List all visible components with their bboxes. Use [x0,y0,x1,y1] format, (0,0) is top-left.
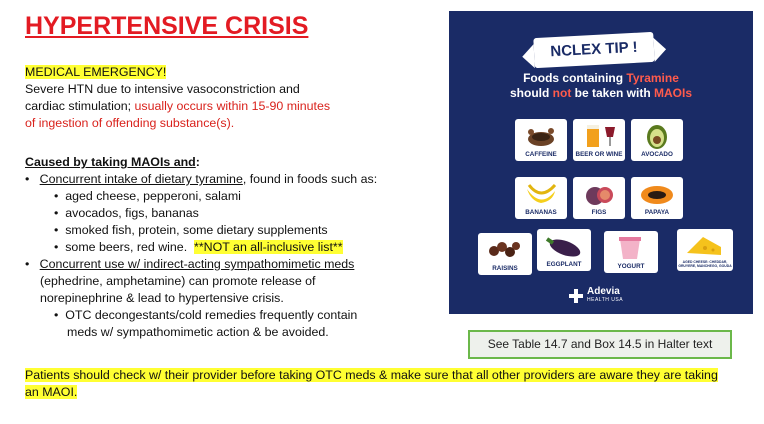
bullet2-line3: norepinephrine & lead to hypertensive crisis. [40,291,284,305]
yogurt-icon [604,235,656,261]
food-card-bananas: BANANAS [515,177,567,219]
not-all-inclusive-note: **NOT an all-inclusive list** [194,240,343,254]
food-card-papaya: PAPAYA [631,177,683,219]
nclex-tip-poster [449,11,753,314]
intro-line3: of ingestion of offending substance(s). [25,116,235,130]
slide-title: HYPERTENSIVE CRISIS [25,12,309,40]
banana-icon [515,181,567,207]
beer-wine-icon [573,123,625,149]
caused-by-heading: Caused by taking MAOIs and: [25,155,200,169]
food-card-caffeine: CAFFEINE [515,119,567,161]
food-card-eggplant: EGGPLANT [537,229,591,271]
food-item: • aged cheese, pepperoni, salami [54,189,241,203]
poster-heading-line1: Foods containing Tyramine [523,71,679,85]
medical-cross-icon [569,289,583,303]
poster-heading-line2: should not be taken with MAOIs [509,86,693,100]
footer-line1: Patients should check w/ their provider before taking OTC meds & make sure that all other providers are aware they are taking [25,368,718,382]
food-card-yogurt: YOGURT [604,231,658,273]
food-item: • some beers, red wine. **NOT an all-inclusive list** [54,240,343,254]
food-card-aged-cheese: AGED CHEESE: CHEDDAR, GRUYERE, MANCHEGO, GOUDA [677,229,733,271]
eggplant-icon [537,233,589,259]
raisin-icon [478,237,530,263]
cheese-icon [677,233,729,259]
footer-line2: an MAOI. [25,385,78,399]
bullet2-line2: (ephedrine, amphetamine) can promote release of [40,274,316,288]
bullet-tyramine: • Concurrent intake of dietary tyramine, found in foods such as: [25,172,378,186]
food-card-beer-wine: BEER OR WINE [573,119,625,161]
food-item: • avocados, figs, bananas [54,206,199,220]
otc-subbullet: • OTC decongestants/cold remedies frequently contain [54,308,358,322]
nclex-tip-banner: NCLEX TIP ! [533,32,654,68]
otc-subbullet-line2: meds w/ sympathomimetic action & be avoided. [67,325,329,339]
food-card-figs: FIGS [573,177,625,219]
emergency-label: MEDICAL EMERGENCY! [25,65,167,79]
papaya-icon [631,181,683,207]
intro-line1: Severe HTN due to intensive vasoconstriction and [25,82,300,96]
bullet-sympathomimetic: • Concurrent use w/ indirect-acting sympathomimetic meds [25,257,355,271]
brand-logo: Adevia HEALTH USA [587,286,624,303]
see-table-note: See Table 14.7 and Box 14.5 in Halter text [468,330,732,359]
food-card-avocado: AVOCADO [631,119,683,161]
coffee-icon [515,123,567,149]
food-item: • smoked fish, protein, some dietary supplements [54,223,328,237]
food-card-raisins: RAISINS [478,233,532,275]
avocado-icon [631,123,683,149]
fig-icon [573,181,625,207]
intro-line2: cardiac stimulation; usually occurs within 15-90 minutes [25,99,331,113]
